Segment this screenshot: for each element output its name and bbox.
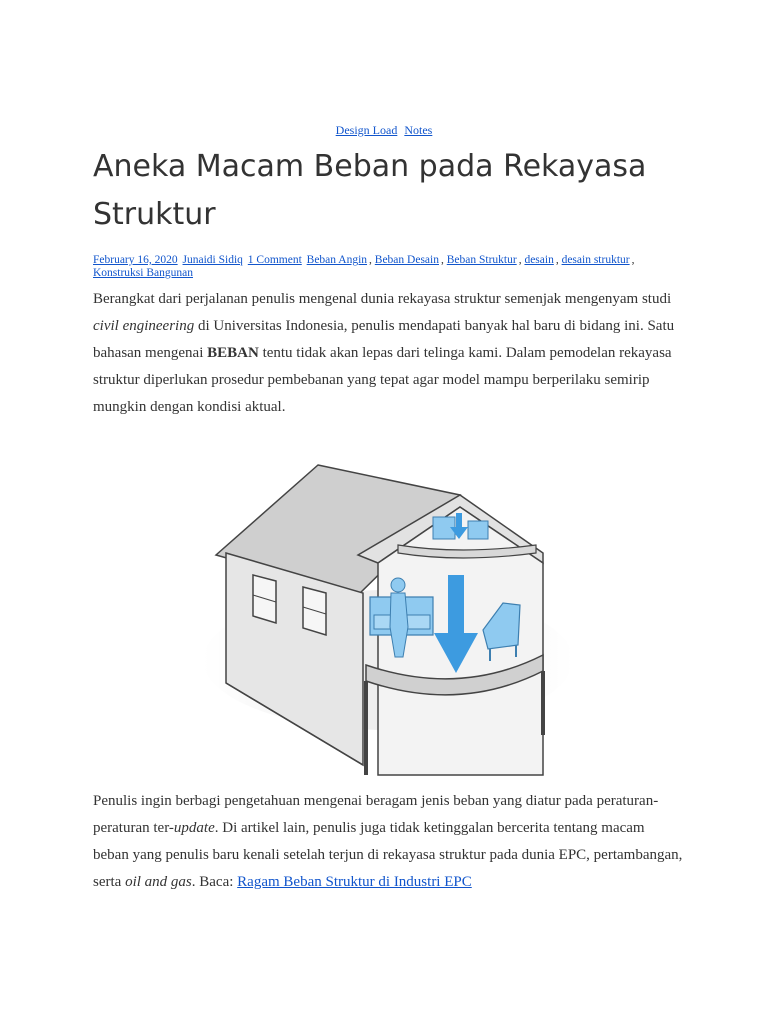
bold-term: BEBAN [207,345,259,361]
text-run: tentu tidak akan lepas dari telinga kami. Dalam pemodelan rekayasa struktur diperlukan prosedur pembebanan yang tepat agar model mampu berperilaku semirip mungkin dengan kondisi aktual. [93,345,672,415]
italic-term: oil and gas [125,874,192,890]
tag-link[interactable]: Konstruksi Bangunan [93,267,193,279]
load-arrow-large [448,575,464,635]
text-run: di Universitas Indonesia, penulis mendapati banyak hal baru di bidang ini. Satu bahasan mengenai [93,318,675,361]
author-link[interactable]: Junaidi Sidiq [182,254,243,266]
text-run: . Baca: [191,874,238,890]
related-article-link[interactable]: Ragam Beban Struktur di Industri EPC [237,874,472,890]
tag-link[interactable]: Beban Desain [374,254,439,266]
category-link-design-load[interactable]: Design Load [335,123,398,137]
person-live-load [391,578,405,592]
house-load-illustration [198,435,570,780]
load-arrow-small [456,513,462,527]
italic-term: update [173,820,215,836]
comments-link[interactable]: 1 Comment [247,254,302,266]
tag-link[interactable]: desain [524,254,554,266]
article-title: Aneka Macam Beban pada Rekayasa Struktur [93,149,647,232]
post-date-link[interactable]: February 16, 2020 [93,254,178,266]
tag-link[interactable]: Beban Angin [306,254,368,266]
followup-paragraph [93,788,683,896]
article-meta: February 16, 2020 Junaidi Sidiq 1 Comment Beban Angin , Beban Desain , Beban Struktur , desain , desain struktur , Konstruksi Bangunan [93,254,635,279]
category-links [0,123,768,137]
text-run: Penulis ingin berbagi pengetahuan mengenai beragam jenis beban yang diatur pada peraturan-peraturan ter- [93,793,659,836]
intro-paragraph [93,286,683,421]
tag-link[interactable]: desain struktur [561,254,630,266]
attic-storage-box [468,521,488,539]
italic-term: civil engineering [93,318,195,334]
text-run: . Di artikel lain, penulis juga tidak ketinggalan bercerita tentang macam beban yang penulis baru kenali setelah terjun di rekayasa struktur pada dunia EPC, pertambangan, serta [93,820,683,890]
text-run: Berangkat dari perjalanan penulis mengenal dunia rekayasa struktur semenjak mengenyam studi [93,291,672,307]
tag-link[interactable]: Beban Struktur [446,254,517,266]
category-link-notes[interactable]: Notes [404,123,433,137]
